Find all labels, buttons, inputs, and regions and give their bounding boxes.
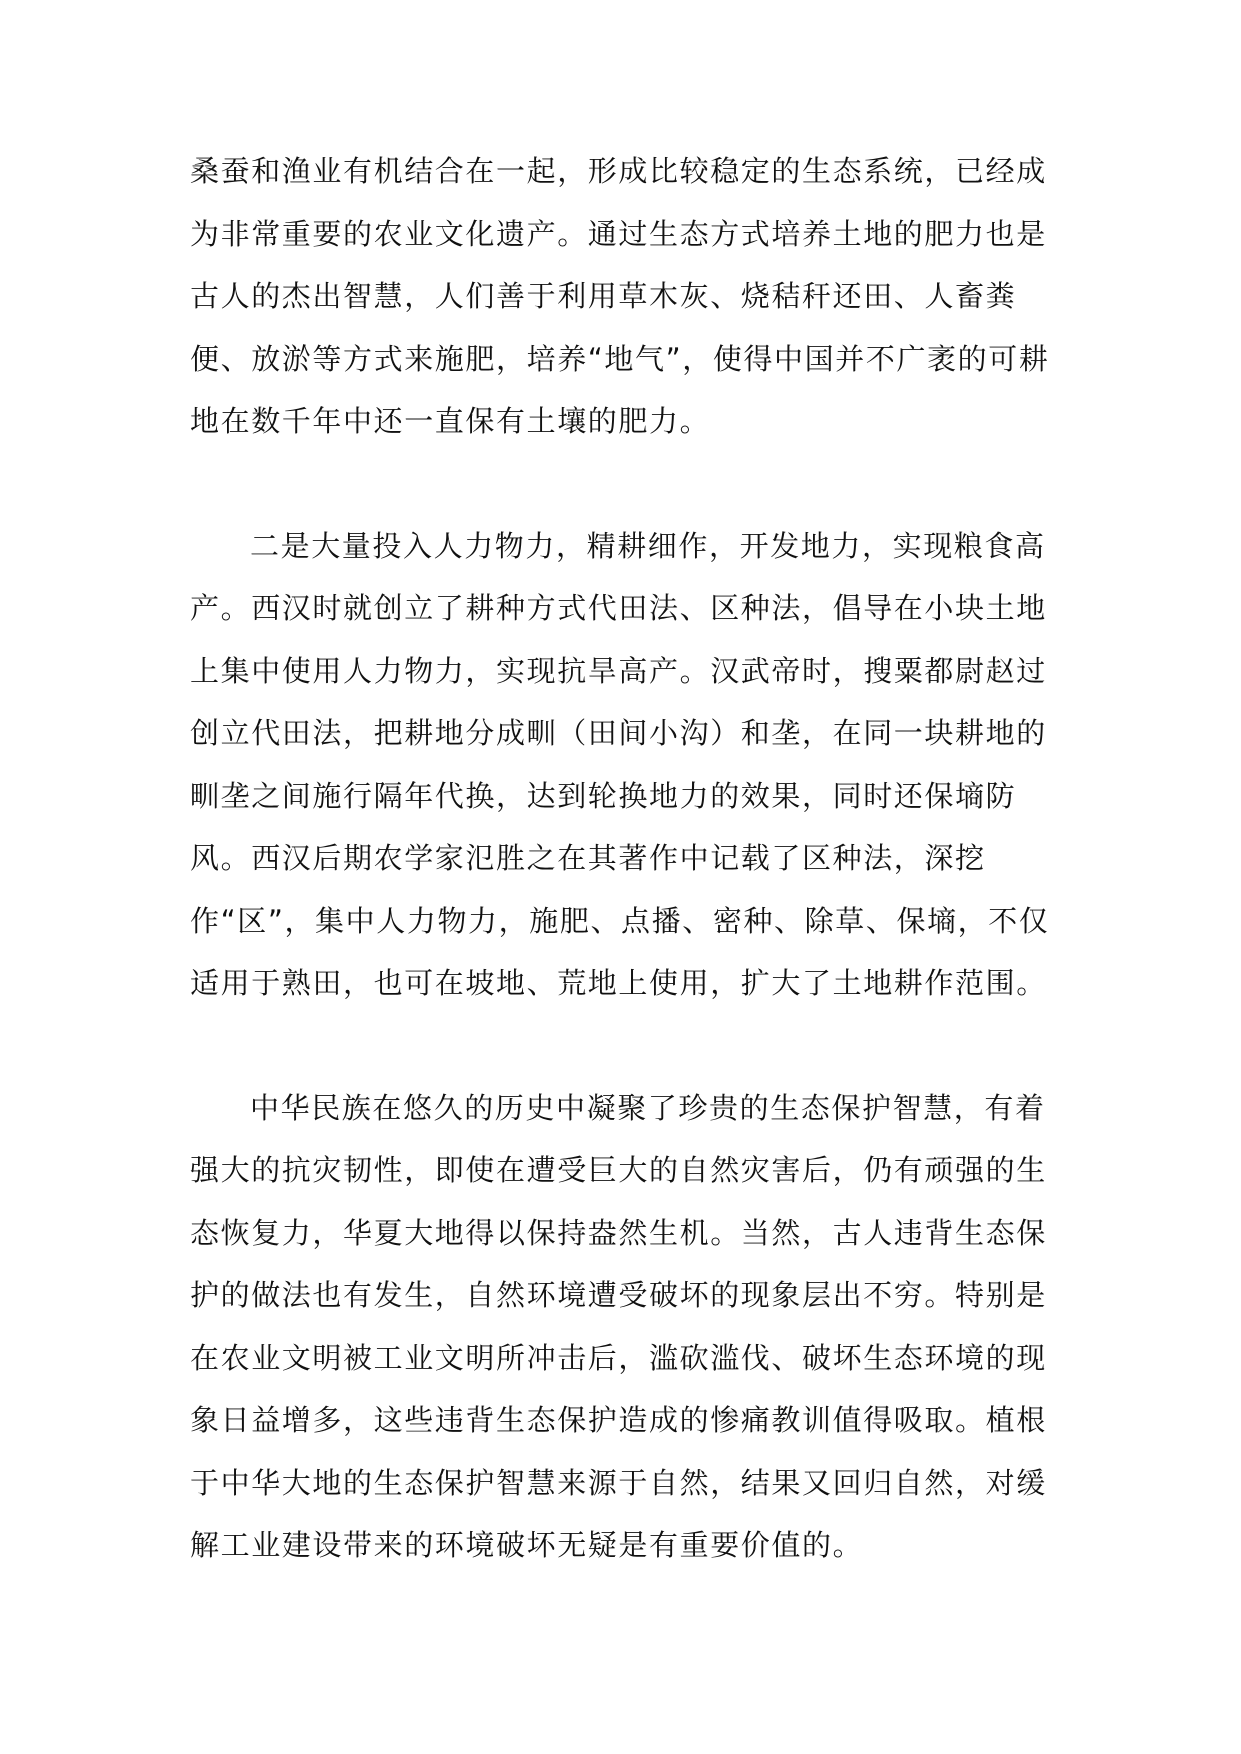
paragraph-intensive-farming: 二是大量投入人力物力，精耕细作，开发地力，实现粮食高产。西汉时就创立了耕种方式代田法、区种法，倡导在小块土地上集中使用人力物力，实现抗旱高产。汉武帝时，搜粟都尉赵过创立代田法，把耕地分成甽（田间小沟）和垄，在同一块耕地的甽垄之间施行隔年代换，达到轮换地力的效果，同时还保墒防风。西汉后期农学家氾胜之在其著作中记载了区种法，深挖作“区”，集中人力物力，施肥、点播、密种、除草、保墒，不仅适用于熟田，也可在坡地、荒地上使用，扩大了土地耕作范围。: [190, 528, 1050, 1000]
paragraph-continued: 桑蚕和渔业有机结合在一起，形成比较稳定的生态系统，已经成为非常重要的农业文化遗产。通过生态方式培养土地的肥力也是古人的杰出智慧，人们善于利用草木灰、烧秸秆还田、人畜粪便、放淤等方式来施肥，培养“地气”，使得中国并不广袤的可耕地在数千年中还一直保有土壤的肥力。: [190, 154, 1050, 438]
document-body: [190, 140, 1050, 1577]
paragraph-ecological-wisdom: 中华民族在悠久的历史中凝聚了珍贵的生态保护智慧，有着强大的抗灾韧性，即使在遭受巨大的自然灾害后，仍有顽强的生态恢复力，华夏大地得以保持盎然生机。当然，古人违背生态保护的做法也有发生，自然环境遭受破坏的现象层出不穷。特别是在农业文明被工业文明所冲击后，滥砍滥伐、破坏生态环境的现象日益增多，这些违背生态保护造成的惨痛教训值得吸取。植根于中华大地的生态保护智慧来源于自然，结果又回归自然，对缓解工业建设带来的环境破坏无疑是有重要价值的。: [190, 1090, 1047, 1562]
